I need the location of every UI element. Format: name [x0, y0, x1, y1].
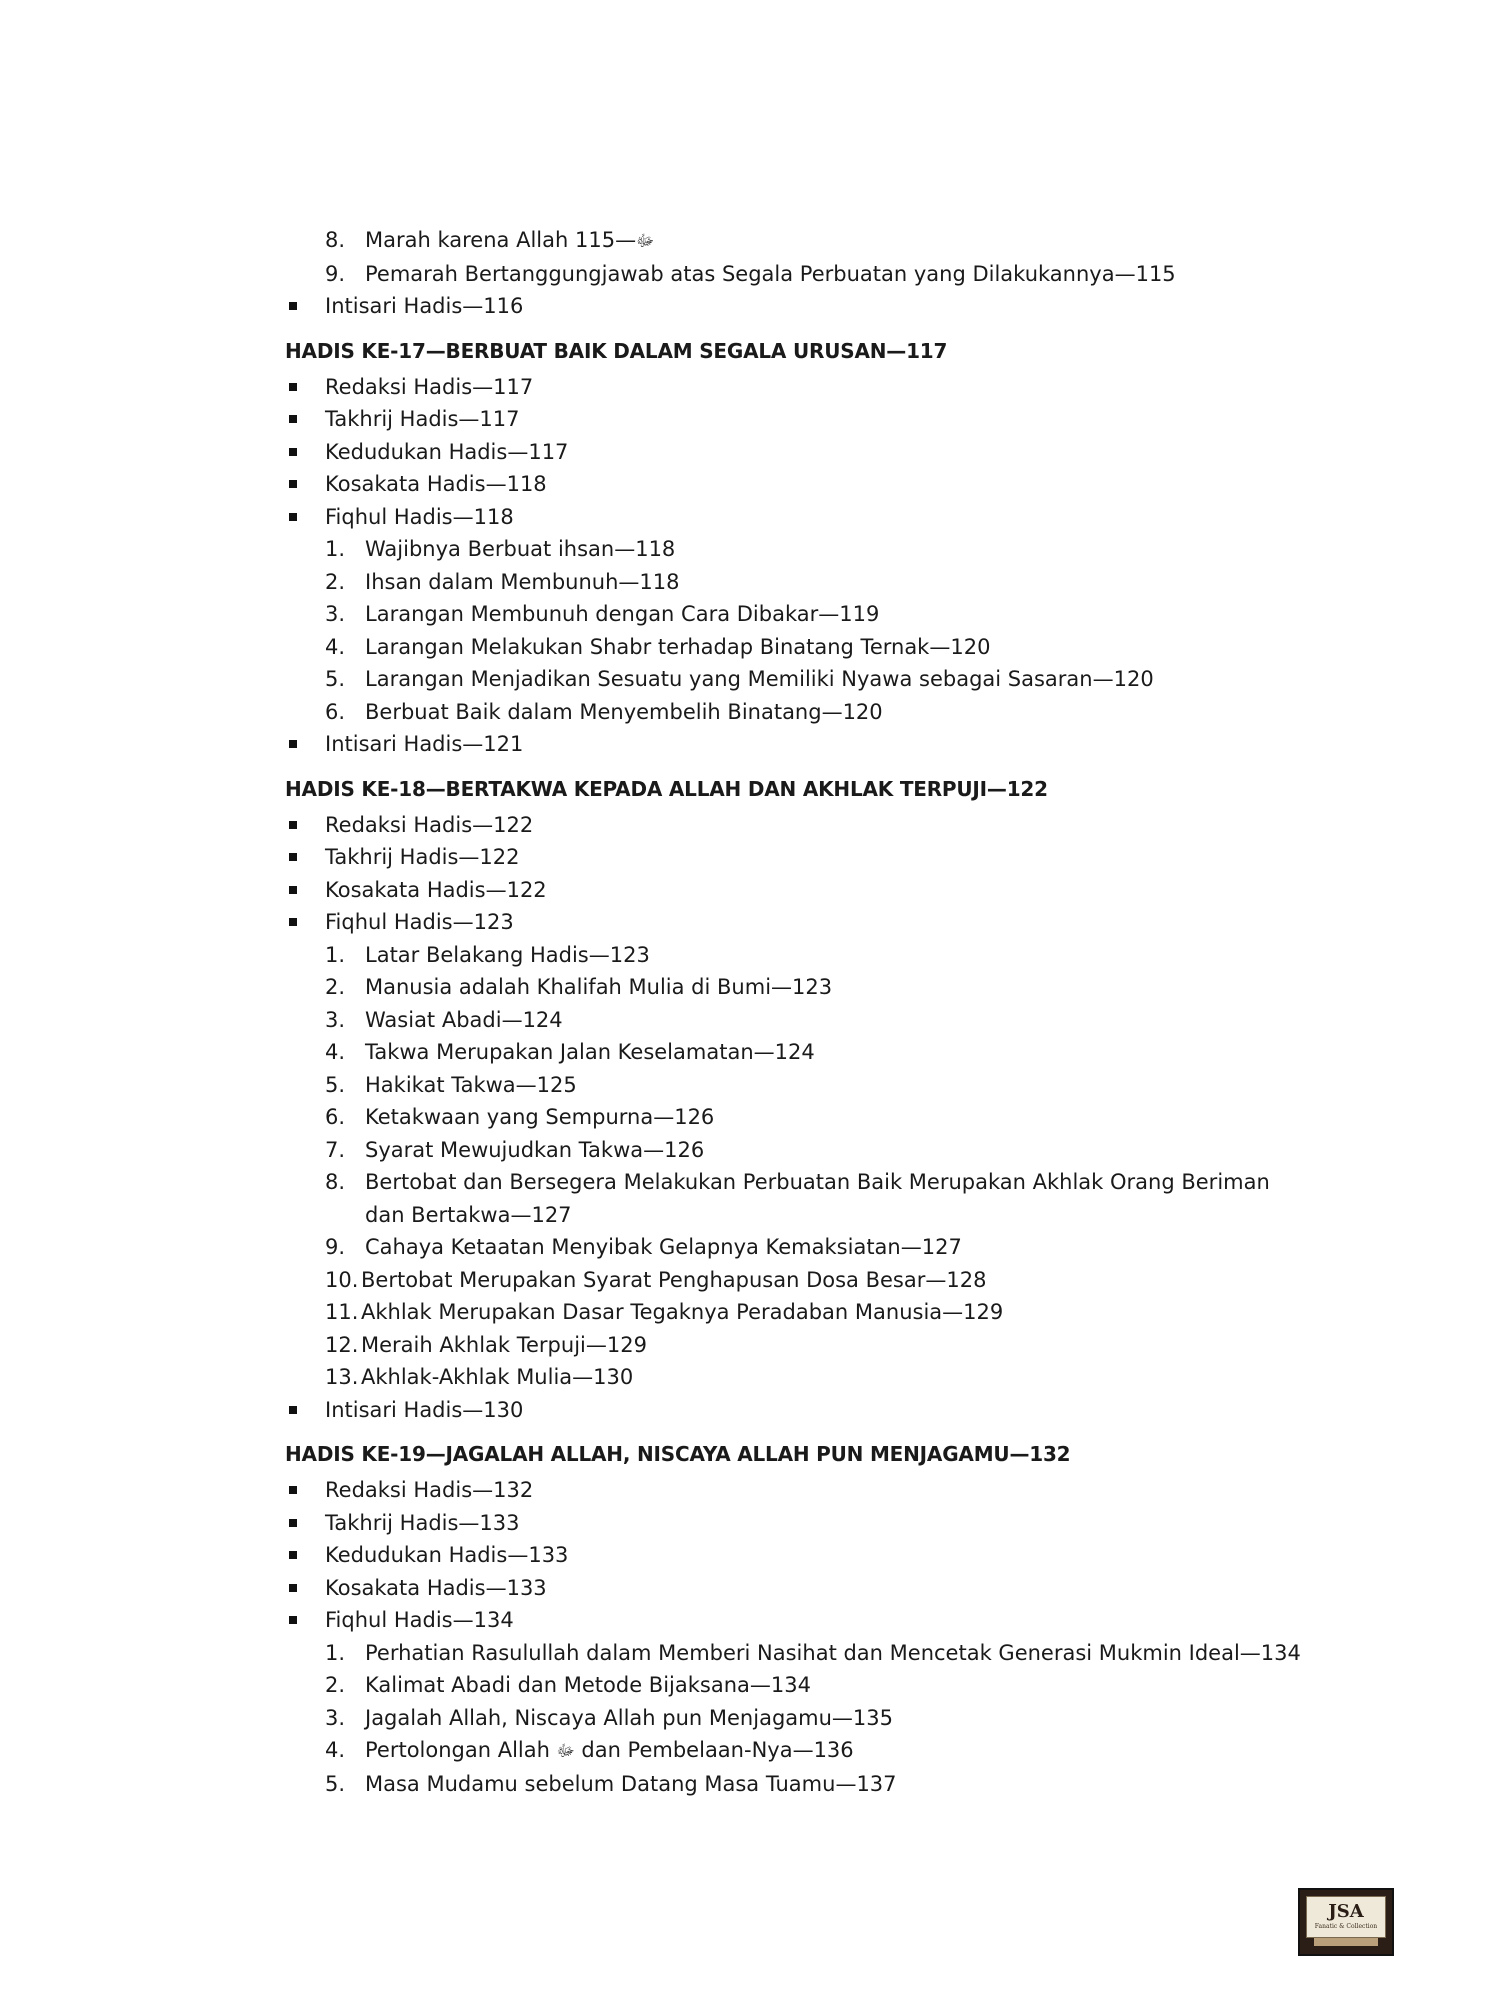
honorific-glyph: ﷻ: [556, 1741, 575, 1760]
toc-item-label: Fiqhul Hadis—118: [325, 504, 514, 529]
toc-bullet-item: [285, 1604, 1295, 1637]
toc-numbered-item: [285, 1329, 1295, 1362]
item-number: 1.: [325, 942, 346, 967]
section-heading: HADIS KE-19—JAGALAH ALLAH, NISCAYA ALLAH PUN MENJAGAMU—132: [285, 1442, 1071, 1466]
item-number: 4.: [325, 634, 346, 659]
toc-bullet-item: [285, 371, 1295, 404]
toc-numbered-item: [285, 1166, 1295, 1231]
toc-item-label: Intisari Hadis—121: [325, 732, 524, 756]
toc-bullet-item: [285, 1507, 1295, 1540]
item-number: 12.: [325, 1332, 359, 1357]
toc-numbered-item: [285, 598, 1295, 631]
toc-bullet-item: [285, 403, 1295, 436]
toc-bullet-item: [285, 290, 1295, 323]
toc-numbered-item: [285, 1231, 1295, 1264]
square-bullet-icon: [289, 1584, 297, 1592]
toc-item-label: Akhlak-Akhlak Mulia—130: [361, 1365, 634, 1389]
item-number: 9.: [325, 1235, 346, 1259]
toc-item-label: Berbuat Baik dalam Menyembelih Binatang—120: [365, 699, 883, 724]
toc-numbered-item: [285, 696, 1295, 729]
item-number: 8.: [325, 1170, 346, 1194]
item-number: 11.: [325, 1300, 359, 1324]
toc-item-label: Syarat Mewujudkan Takwa—126: [365, 1137, 705, 1162]
toc-bullet-item: [285, 841, 1295, 874]
toc-numbered-item: [285, 1768, 1295, 1801]
toc-item-label: Redaksi Hadis—117: [325, 374, 534, 399]
toc-bullet-item: [285, 906, 1295, 939]
toc-item-label: Kosakata Hadis—118: [325, 472, 547, 496]
item-number: 1.: [325, 537, 346, 561]
toc-bullet-item: [285, 874, 1295, 907]
square-bullet-icon: [289, 1551, 297, 1559]
toc-item-label: Takhrij Hadis—133: [325, 1510, 520, 1535]
toc-item-label: Bertobat Merupakan Syarat Penghapusan Dosa Besar—128: [361, 1267, 987, 1292]
item-number: 1.: [325, 1640, 346, 1665]
item-number: 3.: [325, 602, 346, 626]
toc-item-label: Manusia adalah Khalifah Mulia di Bumi—123: [365, 975, 833, 999]
item-number: 6.: [325, 1105, 346, 1129]
item-number: 2.: [325, 1673, 346, 1697]
item-number: 7.: [325, 1137, 346, 1162]
toc-item-label: Marah karena Allah: [365, 228, 569, 252]
toc-item-label: Intisari Hadis—116: [325, 294, 524, 318]
toc-item-label: Bertobat dan Bersegera Melakukan Perbuatan Baik Merupakan Akhlak Orang Beriman dan Bertakwa—127: [365, 1170, 1270, 1227]
toc-item-label: Intisari Hadis—130: [325, 1397, 524, 1422]
logo-panel: [1306, 1896, 1386, 1938]
table-of-contents: [285, 224, 1301, 1800]
toc-numbered-item: [285, 1264, 1295, 1297]
toc-item-label: Masa Mudamu sebelum Datang Masa Tuamu—137: [365, 1771, 897, 1796]
toc-numbered-item: [285, 533, 1295, 566]
toc-item-label: Wasiat Abadi—124: [365, 1007, 563, 1032]
toc-numbered-item: [285, 663, 1295, 696]
logo-base: [1314, 1938, 1378, 1946]
square-bullet-icon: [289, 415, 297, 423]
toc-item-label: Latar Belakang Hadis—123: [365, 942, 650, 967]
toc-bullet-item: [285, 1572, 1295, 1605]
toc-item-label: Perhatian Rasulullah dalam Memberi Nasihat dan Mencetak Generasi Mukmin Ideal—134: [365, 1640, 1301, 1665]
toc-item-label: Pertolongan Allah: [365, 1738, 550, 1762]
toc-item-label: Jagalah Allah, Niscaya Allah pun Menjagamu—135: [365, 1705, 893, 1730]
publisher-logo: [1298, 1888, 1394, 1956]
toc-bullet-item: [285, 1539, 1295, 1572]
toc-numbered-item: [285, 1101, 1295, 1134]
toc-item-label: Takhrij Hadis—122: [325, 845, 520, 869]
square-bullet-icon: [289, 480, 297, 488]
toc-item-label: Larangan Membunuh dengan Cara Dibakar—119: [365, 602, 880, 626]
item-number: 13.: [325, 1365, 359, 1389]
toc-numbered-item: [285, 939, 1295, 972]
square-bullet-icon: [289, 886, 297, 894]
toc-item-label: Akhlak Merupakan Dasar Tegaknya Peradaban Manusia—129: [361, 1300, 1004, 1324]
toc-item-label: Ketakwaan yang Sempurna—126: [365, 1105, 715, 1129]
toc-bullet-item: [285, 1394, 1295, 1427]
square-bullet-icon: [289, 302, 297, 310]
toc-item-label: Larangan Melakukan Shabr terhadap Binatang Ternak—120: [365, 634, 991, 659]
toc-item-label: Meraih Akhlak Terpuji—129: [361, 1332, 647, 1357]
item-number: 2.: [325, 569, 346, 594]
toc-item-label: Fiqhul Hadis—123: [325, 910, 514, 934]
toc-item-label: Ihsan dalam Membunuh—118: [365, 569, 680, 594]
honorific-glyph: ﷻ: [636, 231, 655, 250]
square-bullet-icon: [289, 853, 297, 861]
square-bullet-icon: [289, 821, 297, 829]
toc-item-label: Redaksi Hadis—132: [325, 1478, 534, 1502]
toc-numbered-item: [285, 1134, 1295, 1167]
toc-item-label: Wajibnya Berbuat ihsan—118: [365, 537, 676, 561]
toc-item-label: Fiqhul Hadis—134: [325, 1608, 514, 1632]
toc-numbered-item: [285, 1036, 1295, 1069]
item-number: 5.: [325, 1771, 346, 1796]
square-bullet-icon: [289, 1616, 297, 1624]
item-number: 2.: [325, 975, 346, 999]
toc-numbered-item: [285, 1734, 1295, 1768]
toc-item-label: Kalimat Abadi dan Metode Bijaksana—134: [365, 1673, 811, 1697]
toc-bullet-item: [285, 501, 1295, 534]
toc-bullet-item: [285, 468, 1295, 501]
section-heading: HADIS KE-17—BERBUAT BAIK DALAM SEGALA URUSAN—117: [285, 338, 948, 363]
item-number: 5.: [325, 667, 346, 691]
toc-item-label: Takwa Merupakan Jalan Keselamatan—124: [365, 1040, 815, 1064]
toc-item-label: Hakikat Takwa—125: [365, 1072, 577, 1097]
item-number: 3.: [325, 1705, 346, 1730]
square-bullet-icon: [289, 740, 297, 748]
toc-bullet-item: [285, 728, 1295, 761]
toc-item-label: Kosakata Hadis—122: [325, 877, 547, 902]
item-number: 10.: [325, 1267, 359, 1292]
toc-numbered-item: [285, 1637, 1301, 1670]
square-bullet-icon: [289, 1486, 297, 1494]
square-bullet-icon: [289, 513, 297, 521]
square-bullet-icon: [289, 383, 297, 391]
section-heading: HADIS KE-18—BERTAKWA KEPADA ALLAH DAN AKHLAK TERPUJI—122: [285, 776, 1048, 801]
square-bullet-icon: [289, 1519, 297, 1527]
toc-bullet-item: [285, 1474, 1295, 1507]
toc-numbered-item: [285, 631, 1295, 664]
item-number: 5.: [325, 1072, 346, 1097]
toc-item-label: Larangan Menjadikan Sesuatu yang Memiliki Nyawa sebagai Sasaran—120: [365, 667, 1154, 691]
item-number: 6.: [325, 699, 346, 724]
toc-item-label: Redaksi Hadis—122: [325, 812, 534, 837]
square-bullet-icon: [289, 918, 297, 926]
toc-numbered-item: [285, 1702, 1295, 1735]
toc-bullet-item: [285, 809, 1295, 842]
toc-item-label: Kedudukan Hadis—133: [325, 1543, 569, 1567]
toc-numbered-item: [285, 971, 1295, 1004]
square-bullet-icon: [289, 1406, 297, 1414]
logo-subtext: Fanatic & Collection: [1314, 1923, 1378, 1930]
logo-text: JSA: [1328, 1901, 1364, 1922]
toc-item-label: Cahaya Ketaatan Menyibak Gelapnya Kemaksiatan—127: [365, 1235, 962, 1259]
item-number: 4.: [325, 1040, 346, 1064]
square-bullet-icon: [289, 448, 297, 456]
toc-item-label-suffix: —115: [574, 228, 637, 252]
toc-numbered-item: [285, 1296, 1295, 1329]
toc-bullet-item: [285, 436, 1295, 469]
toc-numbered-item: [285, 1361, 1295, 1394]
toc-numbered-item: [285, 224, 1295, 258]
item-number: 3.: [325, 1007, 346, 1032]
toc-item-label: Kosakata Hadis—133: [325, 1575, 547, 1600]
toc-item-label: Kedudukan Hadis—117: [325, 439, 569, 464]
toc-numbered-item: [285, 566, 1295, 599]
item-number: 8.: [325, 228, 346, 252]
toc-numbered-item: [285, 1069, 1295, 1102]
toc-item-label-suffix: dan Pembelaan-Nya—136: [574, 1738, 854, 1762]
item-number: 9.: [325, 261, 346, 286]
toc-numbered-item: [285, 1669, 1295, 1702]
item-number: 4.: [325, 1738, 346, 1762]
toc-item-label: Takhrij Hadis—117: [325, 407, 520, 431]
toc-numbered-item: [285, 258, 1295, 291]
toc-item-label: Pemarah Bertanggungjawab atas Segala Perbuatan yang Dilakukannya—115: [365, 261, 1176, 286]
toc-numbered-item: [285, 1004, 1295, 1037]
